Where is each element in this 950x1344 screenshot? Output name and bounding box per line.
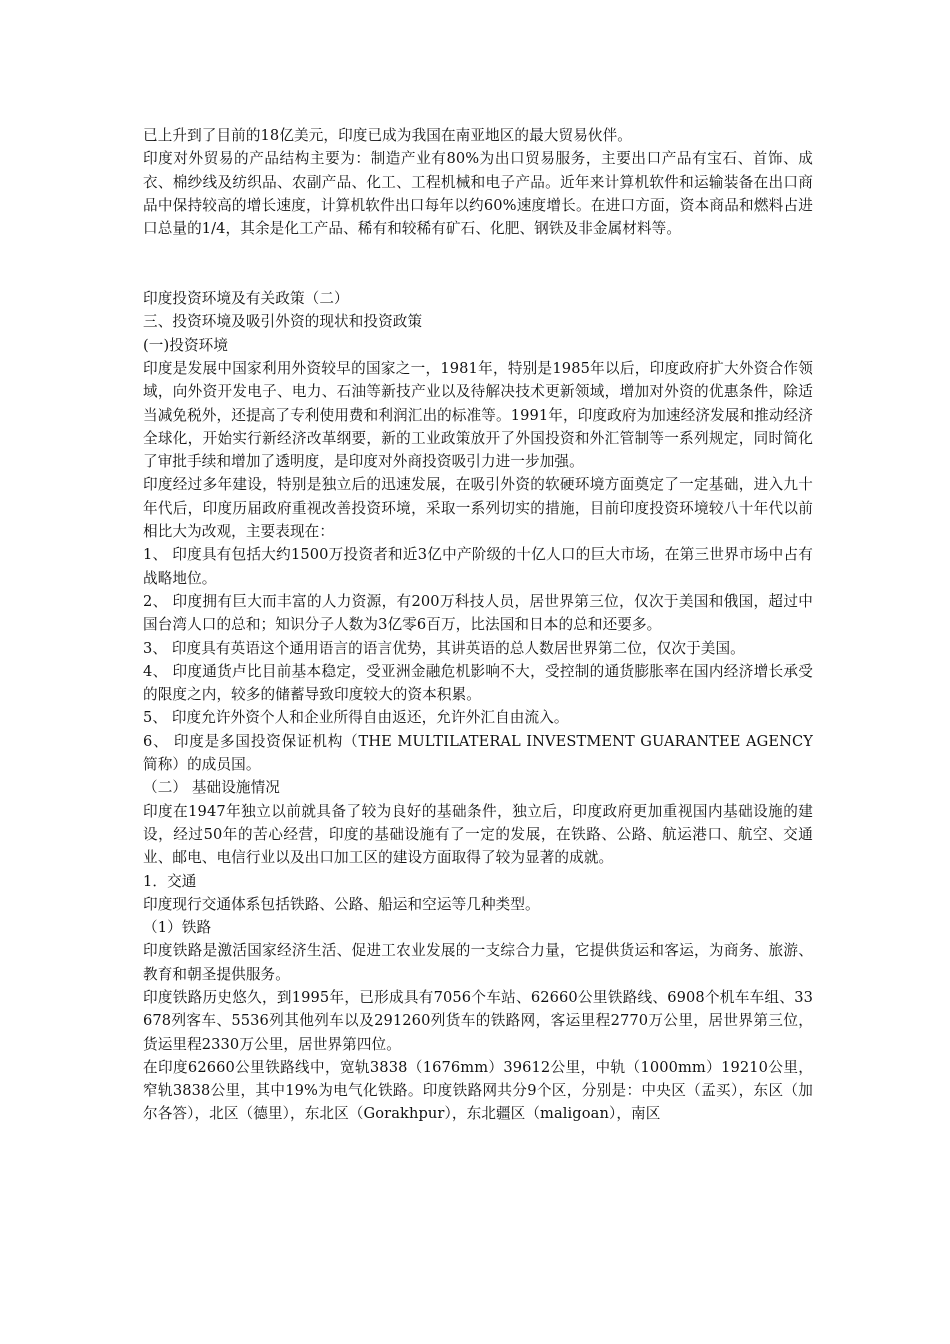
list-item-human-resources: 2、 印度拥有巨大而丰富的人力资源，有200万科技人员，居世界第三位，仅次于美国和俄国，超过中国台湾人口的总和；知识分子人数为3亿零6百万，比法国和日本的总和还要多。 <box>143 592 813 634</box>
paragraph-railway-history: 印度铁路历史悠久，到1995年，已形成具有7056个车站、62660公里铁路线、6908个机车车组、33678列客车、5536列其他列车以及291260列货车的铁路网，客运里程2770万公里，居世界第三位，货运里程2330万公里，居世界第四位。 <box>143 988 813 1053</box>
blank-line <box>143 240 813 287</box>
document-body <box>143 124 813 1126</box>
paragraph-railway-network: 在印度62660公里铁路线中，宽轨3838（1676mm）39612公里，中轨（1000mm）19210公里，窄轨3838公里，其中19%为电气化铁路。印度铁路网共分9个区，分别是：中央区（孟买），东区（加尔各答），北区（德里），东北区（Gorakhpur），东北疆区（maligoan），南区 <box>143 1058 813 1123</box>
paragraph-railway-role: 印度铁路是激活国家经济生活、促进工农业发展的一支综合力量，它提供货运和客运，为商务、旅游、教育和朝圣提供服务。 <box>143 942 813 983</box>
paragraph-transport: 印度现行交通体系包括铁路、公路、船运和空运等几种类型。 <box>143 895 540 913</box>
subheading-transport: 1．交通 <box>143 872 197 890</box>
subheading-railway: （1）铁路 <box>143 919 212 937</box>
paragraph-infrastructure: 印度在1947年独立以前就具备了较为良好的基础条件，独立后，印度政府更加重视国内基础设施的建设，经过50年的苦心经营，印度的基础设施有了一定的发展，在铁路、公路、航运港口、航空、交通业、邮电、电信行业以及出口加工区的建设方面取得了较为显著的成就。 <box>143 802 813 867</box>
paragraph-trade-partner: 已上升到了目前的18亿美元，印度已成为我国在南亚地区的最大贸易伙伴。 <box>143 127 632 144</box>
paragraph-environment-improvement: 印度经过多年建设，特别是独立后的迅速发展，在吸引外资的软硬环境方面奠定了一定基础，进入九十年代后，印度历届政府重视改善投资环境，采取一系列切实的措施，目前印度投资环境较八十年代以前相比大为改观，主要表现在： <box>143 476 813 541</box>
section-heading: 三、投资环境及吸引外资的现状和投资政策 <box>143 313 423 331</box>
list-item-currency: 4、 印度通货卢比目前基本稳定，受亚洲金融危机影响不大，受控制的通货膨胀率在国内经济增长承受的限度之内，较多的储蓄导致印度较大的资本积累。 <box>143 662 813 704</box>
list-item-english: 3、 印度具有英语这个通用语言的语言优势，其讲英语的总人数居世界第二位，仅次于美国。 <box>143 639 745 657</box>
subheading-infrastructure: （二） 基础设施情况 <box>143 779 280 797</box>
paragraph-trade-structure: 印度对外贸易的产品结构主要为：制造产业有80%为出口贸易服务，主要出口产品有宝石、首饰、成衣、棉纱线及纺织品、农副产品、化工、工程机械和电子产品。近年来计算机软件和运输装备在出口商品中保持较高的增长速度，计算机软件出口每年以约60%速度增长。在进口方面，资本商品和燃料占进口总量的1/4，其余是化工产品、稀有和较稀有矿石、化肥、钢铁及非金属材料等。 <box>143 150 813 238</box>
list-item-repatriation: 5、 印度允许外资个人和企业所得自由返还，允许外汇自由流入。 <box>143 709 569 727</box>
section-title: 印度投资环境及有关政策（二） <box>143 290 349 308</box>
paragraph-foreign-investment-history: 印度是发展中国家利用外资较早的国家之一，1981年，特别是1985年以后，印度政府扩大外资合作领域，向外资开发电子、电力、石油等新技产业以及待解决技术更新领域，增加对外资的优惠条件，除适当减免税外，还提高了专利使用费和利润汇出的标准等。1991年，印度政府为加速经济发展和推动经济全球化，开始实行新经济改革纲要，新的工业政策放开了外国投资和外汇管制等一系列规定，同时简化了审批手续和增加了透明度，是印度对外商投资吸引力进一步加强。 <box>143 359 813 471</box>
subheading-investment-environment: (一)投资环境 <box>143 336 229 354</box>
list-item-miga: 6、 印度是多国投资保证机构（THE MULTILATERAL INVESTMENT GUARANTEE AGENCY简称）的成员国。 <box>143 732 813 774</box>
list-item-market: 1、 印度具有包括大约1500万投资者和近3亿中产阶级的十亿人口的巨大市场，在第三世界市场中占有战略地位。 <box>143 546 813 587</box>
